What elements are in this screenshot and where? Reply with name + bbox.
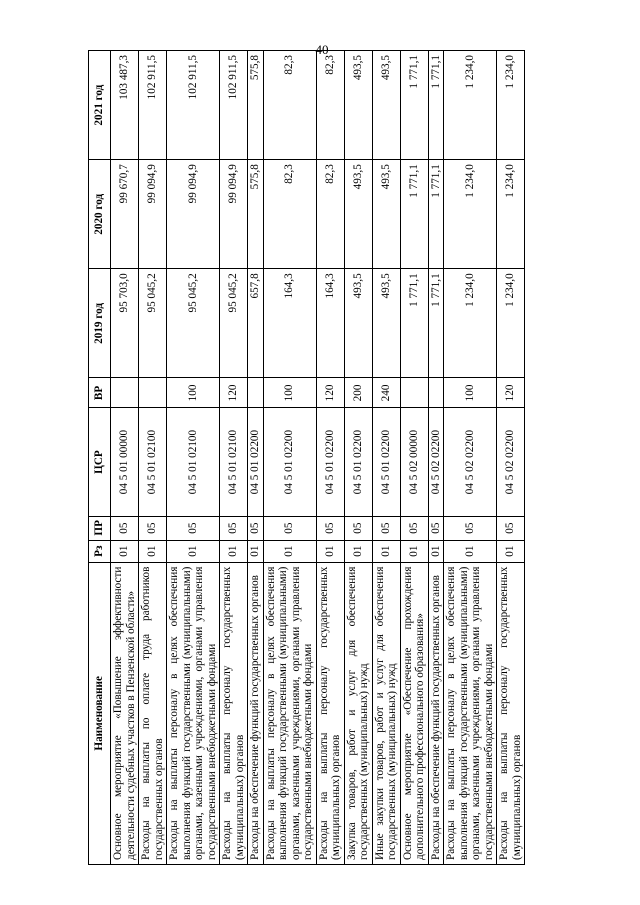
cell-2021: 1 771,1 bbox=[428, 51, 444, 160]
cell-rz: 01 bbox=[400, 540, 428, 562]
cell-2019: 95 045,2 bbox=[139, 269, 167, 378]
table-row bbox=[316, 51, 344, 865]
table-header-row bbox=[89, 51, 111, 865]
cell-name: Расходы на выплаты персоналу государственных (муниципальных) органов bbox=[316, 562, 344, 864]
cell-2019: 493,5 bbox=[372, 269, 400, 378]
cell-csr: 04 5 01 02100 bbox=[220, 408, 248, 516]
cell-pr: 05 bbox=[111, 516, 139, 540]
cell-2021: 1 234,0 bbox=[444, 51, 497, 160]
cell-2020: 99 670,7 bbox=[111, 160, 139, 269]
cell-vr: 200 bbox=[344, 378, 372, 408]
cell-vr: 120 bbox=[316, 378, 344, 408]
table-row bbox=[139, 51, 167, 865]
cell-pr: 05 bbox=[220, 516, 248, 540]
cell-csr: 04 5 01 02200 bbox=[372, 408, 400, 516]
cell-rz: 01 bbox=[344, 540, 372, 562]
cell-name: Закупка товаров, работ и услуг для обеспечения государственных (муниципальных) нужд bbox=[344, 562, 372, 864]
cell-rz: 01 bbox=[263, 540, 316, 562]
cell-name: Расходы на выплаты персоналу государственных (муниципальных) органов bbox=[220, 562, 248, 864]
cell-2020: 1 234,0 bbox=[444, 160, 497, 269]
cell-csr: 04 5 01 02200 bbox=[344, 408, 372, 516]
table-row bbox=[111, 51, 139, 865]
cell-pr: 05 bbox=[428, 516, 444, 540]
cell-2019: 1 771,1 bbox=[400, 269, 428, 378]
page-number: 40 bbox=[315, 42, 329, 57]
cell-vr bbox=[111, 378, 139, 408]
cell-2019: 1 234,0 bbox=[444, 269, 497, 378]
cell-vr bbox=[428, 378, 444, 408]
cell-vr bbox=[139, 378, 167, 408]
cell-2021: 102 911,5 bbox=[139, 51, 167, 160]
cell-2019: 95 045,2 bbox=[220, 269, 248, 378]
cell-rz: 01 bbox=[497, 540, 525, 562]
cell-rz: 01 bbox=[248, 540, 264, 562]
cell-2019: 1 234,0 bbox=[497, 269, 525, 378]
cell-rz: 01 bbox=[372, 540, 400, 562]
budget-table bbox=[88, 50, 525, 865]
cell-vr bbox=[400, 378, 428, 408]
cell-vr: 100 bbox=[263, 378, 316, 408]
cell-2019: 95 703,0 bbox=[111, 269, 139, 378]
cell-csr: 04 5 02 02200 bbox=[497, 408, 525, 516]
cell-2019: 657,8 bbox=[248, 269, 264, 378]
cell-2021: 82,3 bbox=[263, 51, 316, 160]
cell-name: Расходы на обеспечение функций государственных органов bbox=[248, 562, 264, 864]
cell-name: Иные закупки товаров, работ и услуг для обеспечения государственных (муниципальных) нужд bbox=[372, 562, 400, 864]
table-row bbox=[372, 51, 400, 865]
cell-2020: 1 234,0 bbox=[497, 160, 525, 269]
cell-csr: 04 5 01 00000 bbox=[111, 408, 139, 516]
cell-2020: 1 771,1 bbox=[428, 160, 444, 269]
cell-pr: 05 bbox=[444, 516, 497, 540]
cell-pr: 05 bbox=[497, 516, 525, 540]
cell-2020: 575,8 bbox=[248, 160, 264, 269]
cell-2020: 82,3 bbox=[316, 160, 344, 269]
cell-2021: 1 771,1 bbox=[400, 51, 428, 160]
header-vr: ВР bbox=[89, 378, 111, 408]
cell-csr: 04 5 01 02100 bbox=[139, 408, 167, 516]
cell-name: Расходы на выплаты персоналу государственных (муниципальных) органов bbox=[497, 562, 525, 864]
cell-pr: 05 bbox=[248, 516, 264, 540]
cell-csr: 04 5 01 02200 bbox=[263, 408, 316, 516]
cell-csr: 04 5 02 00000 bbox=[400, 408, 428, 516]
cell-vr: 120 bbox=[497, 378, 525, 408]
table-row bbox=[167, 51, 220, 865]
cell-name: Расходы на выплаты персоналу в целях обеспечения выполнения функций государственными (муниципальными) органами, казенными учреждениями, органами управления государственными внебюджетными фондами bbox=[263, 562, 316, 864]
cell-csr: 04 5 02 02200 bbox=[428, 408, 444, 516]
cell-rz: 01 bbox=[444, 540, 497, 562]
cell-2021: 575,8 bbox=[248, 51, 264, 160]
cell-pr: 05 bbox=[400, 516, 428, 540]
cell-2020: 493,5 bbox=[372, 160, 400, 269]
cell-pr: 05 bbox=[263, 516, 316, 540]
cell-2020: 82,3 bbox=[263, 160, 316, 269]
cell-2019: 95 045,2 bbox=[167, 269, 220, 378]
table-row bbox=[344, 51, 372, 865]
cell-vr: 240 bbox=[372, 378, 400, 408]
table-row bbox=[428, 51, 444, 865]
cell-2020: 99 094,9 bbox=[167, 160, 220, 269]
cell-2019: 164,3 bbox=[263, 269, 316, 378]
cell-2019: 164,3 bbox=[316, 269, 344, 378]
cell-2019: 493,5 bbox=[344, 269, 372, 378]
cell-2020: 99 094,9 bbox=[139, 160, 167, 269]
cell-pr: 05 bbox=[316, 516, 344, 540]
cell-rz: 01 bbox=[139, 540, 167, 562]
cell-name: Основное мероприятие «Обеспечение прохождения дополнительного профессионального образования» bbox=[400, 562, 428, 864]
cell-2021: 82,3 bbox=[316, 51, 344, 160]
table-row bbox=[220, 51, 248, 865]
cell-2021: 102 911,5 bbox=[220, 51, 248, 160]
header-csr: ЦСР bbox=[89, 408, 111, 516]
cell-2021: 493,5 bbox=[344, 51, 372, 160]
cell-2020: 99 094,9 bbox=[220, 160, 248, 269]
cell-pr: 05 bbox=[344, 516, 372, 540]
cell-vr bbox=[248, 378, 264, 408]
cell-pr: 05 bbox=[167, 516, 220, 540]
cell-vr: 100 bbox=[167, 378, 220, 408]
cell-pr: 05 bbox=[372, 516, 400, 540]
cell-2021: 493,5 bbox=[372, 51, 400, 160]
cell-2021: 102 911,5 bbox=[167, 51, 220, 160]
cell-2020: 1 771,1 bbox=[400, 160, 428, 269]
cell-rz: 01 bbox=[111, 540, 139, 562]
cell-csr: 04 5 01 02100 bbox=[167, 408, 220, 516]
rotated-table-container bbox=[88, 50, 553, 865]
cell-rz: 01 bbox=[220, 540, 248, 562]
cell-2019: 1 771,1 bbox=[428, 269, 444, 378]
header-rz: Рз bbox=[89, 540, 111, 562]
cell-vr: 100 bbox=[444, 378, 497, 408]
cell-2021: 103 487,3 bbox=[111, 51, 139, 160]
cell-name: Расходы на выплаты персоналу в целях обеспечения выполнения функций государственными (муниципальными) органами, казенными учреждениями, органами управления государственными внебюджетными фондами bbox=[167, 562, 220, 864]
cell-rz: 01 bbox=[428, 540, 444, 562]
table-row bbox=[263, 51, 316, 865]
cell-name: Расходы на выплаты персоналу в целях обеспечения выполнения функций государственными (муниципальными) органами, казенными учреждениями, органами управления государственными внебюджетными фондами bbox=[444, 562, 497, 864]
table-row bbox=[248, 51, 264, 865]
header-pr: ПР bbox=[89, 516, 111, 540]
header-2020: 2020 год bbox=[89, 160, 111, 269]
table-row bbox=[497, 51, 525, 865]
table-row bbox=[400, 51, 428, 865]
cell-2021: 1 234,0 bbox=[497, 51, 525, 160]
header-2019: 2019 год bbox=[89, 269, 111, 378]
cell-pr: 05 bbox=[139, 516, 167, 540]
cell-rz: 01 bbox=[316, 540, 344, 562]
cell-2020: 493,5 bbox=[344, 160, 372, 269]
cell-name: Расходы на обеспечение функций государственных органов bbox=[428, 562, 444, 864]
cell-csr: 04 5 02 02200 bbox=[444, 408, 497, 516]
header-name: Наименование bbox=[89, 562, 111, 864]
cell-csr: 04 5 01 02200 bbox=[248, 408, 264, 516]
cell-rz: 01 bbox=[167, 540, 220, 562]
cell-name: Расходы на выплаты по оплате труда работников государственных органов bbox=[139, 562, 167, 864]
cell-vr: 120 bbox=[220, 378, 248, 408]
table-row bbox=[444, 51, 497, 865]
header-2021: 2021 год bbox=[89, 51, 111, 160]
cell-csr: 04 5 01 02200 bbox=[316, 408, 344, 516]
cell-name: Основное мероприятие «Повышение эффективности деятельности судебных участков в Пензенской области» bbox=[111, 562, 139, 864]
